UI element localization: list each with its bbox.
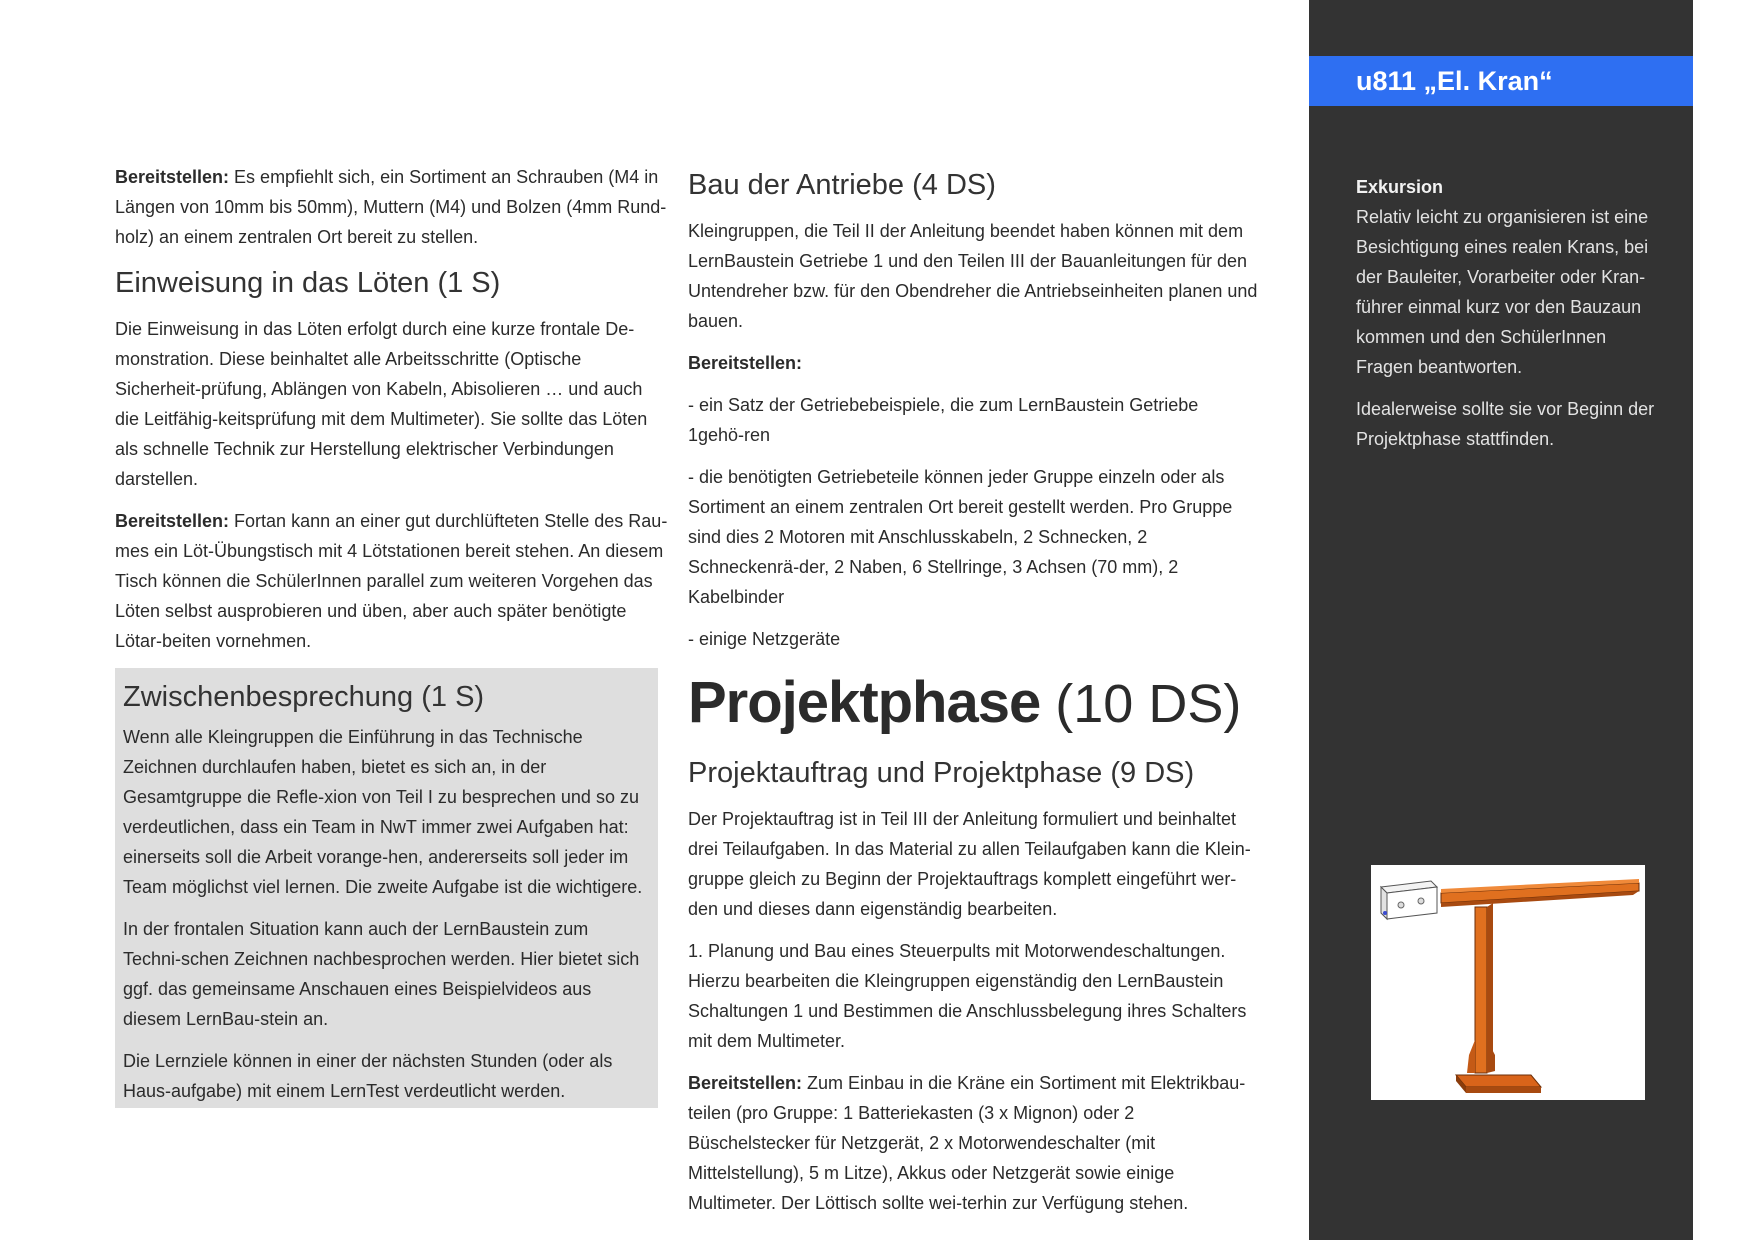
lead-label: Bereitstellen: [688, 1073, 803, 1093]
heading-zwischenbesprechung: Zwischenbesprechung (1 S) [123, 681, 485, 713]
paragraph-bereitstellen-loettisch [115, 506, 671, 656]
paragraph-lernziele: Die Lernziele können in einer der nächsten Stunden (oder als Haus-aufgabe) mit einem LernTest verdeutlicht werden. [123, 1051, 613, 1101]
paragraph-technisches-zeichnen: In der frontalen Situation kann auch der LernBaustein zum Techni-schen Zeichnen nachbesprochen werden. Hier bietet sich ggf. das gemeinsame Anschauen eines Beispielvideos aus diesem LernBau-stein an. [123, 919, 640, 1029]
paragraph-text: Fortan kann an einer gut durchlüfteten Stelle des Rau-mes ein Löt-Übungstisch mit 4 Lötstationen bereit stehen. An diesem Tisch können die SchülerInnen parallel zum weiteren Vorgehen das Löten selbst ausprobieren und üben, aber auch später benötigte Lötar-beiten vornehmen. [115, 511, 668, 651]
heading-einweisung-loeten: Einweisung in das Löten (1 S) [115, 267, 501, 299]
paragraph-bereitstellen-elektrik [688, 1068, 1258, 1218]
sidebar-excursion-note: Idealerweise sollte sie vor Beginn der Projektphase stattfinden. [1356, 399, 1655, 449]
list-item-getriebeteile: - die benötigten Getriebeteile können jeder Gruppe einzeln oder als Sortiment an einem zentralen Ort bereit gestellt werden. Pro Gruppe sind dies 2 Motoren mit Anschlusskabeln, 2 Schnecken, 2 Schneckenrä-der, 2 Naben, 6 Stellringe, 3 Achsen (70 mm), 2 Kabelbinder [688, 467, 1233, 607]
paragraph-text: Es empfiehlt sich, ein Sortiment an Schrauben (M4 in Längen von 10mm bis 50mm), Muttern (M4) und Bolzen (4mm Rund-holz) an einem zentralen Ort bereit zu stellen. [115, 167, 667, 247]
heading-projektphase-strong: Projektphase [688, 670, 1041, 735]
unit-title-banner: u811 „El. Kran“ [1309, 56, 1693, 106]
heading-projektauftrag: Projektauftrag und Projektphase (9 DS) [688, 757, 1195, 789]
left-column [115, 162, 671, 668]
crane-drawing [1371, 865, 1645, 1100]
paragraph-reflexion: Wenn alle Kleingruppen die Einführung in das Technische Zeichnen durchlaufen haben, bietet es sich an, in der Gesamtgruppe die Refle-xion von Teil I zu besprechen und so zu verdeutlichen, dass ein Team in NwT immer zwei Aufgaben hat: einerseits soll die Arbeit vorange-hen, andererseits soll jeder im Team möglichst viel lernen. Die zweite Aufgabe ist die wichtigere. [123, 727, 643, 897]
paragraph-steuerpult: 1. Planung und Bau eines Steuerpults mit Motorwendeschaltungen. Hierzu bearbeiten die Kleingruppen eigenständig den LernBaustein Schaltungen 1 und Bestimmen die Anschlussbelegung ihres Schalters mit dem Multimeter. [688, 941, 1247, 1051]
middle-column [688, 166, 1258, 1230]
lead-label: Bereitstellen: [115, 167, 230, 187]
paragraph-projektauftrag: Der Projektauftrag ist in Teil III der Anleitung formuliert und beinhaltet drei Teilaufgaben. In das Material zu allen Teilaufgaben kann die Klein-gruppe gleich zu Beginn der Projektauftrags komplett eingeführt wer-den und dieses dann eigenständig bearbeiten. [688, 809, 1251, 919]
heading-projektphase [688, 666, 1258, 748]
crane-illustration-icon [1371, 865, 1645, 1100]
heading-bau-antriebe: Bau der Antriebe (4 DS) [688, 169, 996, 201]
heading-projektphase-duration: (10 DS) [1040, 674, 1242, 734]
lead-label: Bereitstellen: [115, 511, 230, 531]
list-item-netzgeraete: - einige Netzgeräte [688, 629, 841, 649]
paragraph-text: Zum Einbau in die Kräne ein Sortiment mit Elektrikbau-teilen (pro Gruppe: 1 Batteriekasten (3 x Mignon) oder 2 Büschelstecker für Netzgerät, 2 x Motorwendeschalter (mit Mittelstellung), 5 m Litze), Akkus oder Netzgerät sowie einige Multimeter. Der Löttisch sollte wei-terhin zur Verfügung stehen. [688, 1073, 1246, 1213]
paragraph-einweisung-loeten: Die Einweisung in das Löten erfolgt durch eine kurze frontale De-monstration. Diese beinhaltet alle Arbeitsschritte (Optische Sicherheit-prüfung, Ablängen von Kabeln, Abisolieren … und auch die Leitfähig-keitsprüfung mit dem Multimeter). Sie sollte das Löten als schnelle Technik zur Herstellung elektrischer Verbindungen darstellen. [115, 319, 648, 489]
sidebar-excursion-text: Relativ leicht zu organisieren ist eine Besichtigung eines realen Krans, bei der Bauleiter, Vorarbeiter oder Kran-führer einmal kurz vor den Bauzaun kommen und den SchülerInnen Fragen beantworten. [1356, 207, 1649, 377]
list-item-getriebebeispiele: - ein Satz der Getriebebeispiele, die zum LernBaustein Getriebe 1gehö-ren [688, 395, 1199, 445]
sidebar-excursion [1356, 172, 1656, 382]
sidebar-content [1356, 172, 1656, 466]
sidebar-heading-exkursion: Exkursion [1356, 177, 1444, 197]
paragraph-antriebe: Kleingruppen, die Teil II der Anleitung beendet haben können mit dem LernBaustein Getriebe 1 und den Teilen III der Bauanleitungen für den Untendreher bzw. für den Obendreher die Antriebseinheiten planen und bauen. [688, 221, 1258, 331]
zwischenbesprechung-box [115, 668, 658, 1108]
paragraph-bereitstellen-schrauben [115, 162, 671, 252]
label-bereitstellen: Bereitstellen: [688, 353, 803, 373]
